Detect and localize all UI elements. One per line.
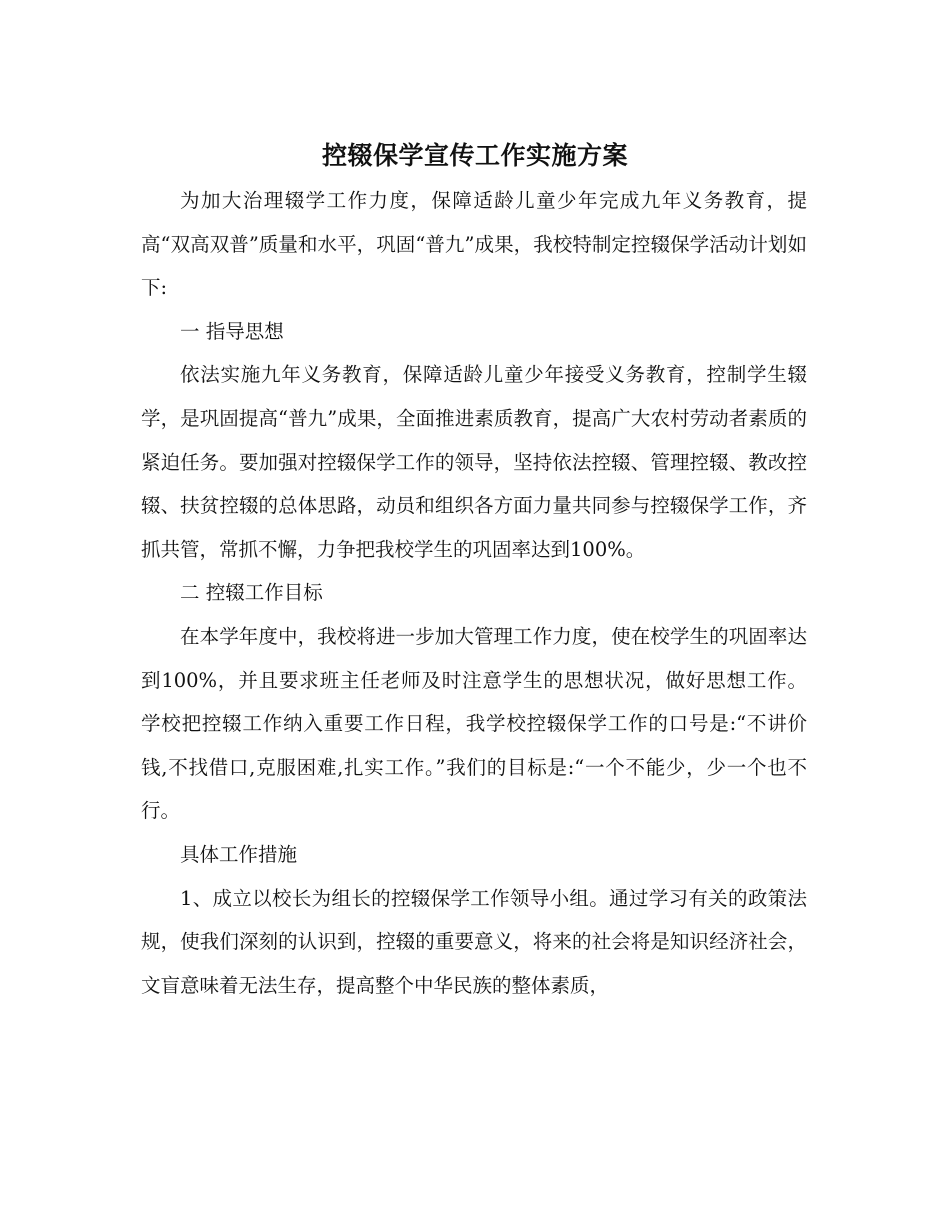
document-title: 控辍保学宣传工作实施方案	[321, 141, 628, 170]
measure-item-1: 1、成立以校长为组长的控辍保学工作领导小组。通过学习有关的政策法规，使我们深刻的认识到，控辍的重要意义，将来的社会将是知识经济社会，文盲意味着无法生存，提高整个中华民族的整体素质，	[141, 886, 807, 997]
section-body-work-goals: 在本学年度中，我校将进一步加大管理工作力度，使在校学生的巩固率达到100%，并且要求班主任老师及时注意学生的思想状况，做好思想工作。 学校把控辍工作纳入重要工作日程，我学校控辍保学工作的口号是:“不讲价钱,不找借口,克服困难,扎实工作。”我们的目标是:“一个不能少，少一个也不行。	[141, 624, 807, 823]
document-body	[141, 179, 807, 1007]
intro-paragraph: 为加大治理辍学工作力度，保障适龄儿童少年完成九年义务教育，提高“双高双普”质量和水平，巩固“普九”成果，我校特制定控辍保学活动计划如下:	[141, 189, 807, 300]
section-heading-guiding-ideology: 一 指导思想	[180, 319, 284, 343]
section-body-guiding-ideology: 依法实施九年义务教育，保障适龄儿童少年接受义务教育，控制学生辍学，是巩固提高“普九”成果，全面推进素质教育，提高广大农村劳动者素质的紧迫任务。要加强对控辍保学工作的领导，坚持依法控辍、管理控辍、教改控辍、扶贫控辍的总体思路，动员和组织各方面力量共同参与控辍保学工作，齐抓共管，常抓不懈，力争把我校学生的巩固率达到100%。	[141, 363, 807, 561]
section-heading-measures: 具体工作措施	[180, 842, 298, 866]
section-heading-work-goals: 二 控辍工作目标	[180, 581, 323, 605]
